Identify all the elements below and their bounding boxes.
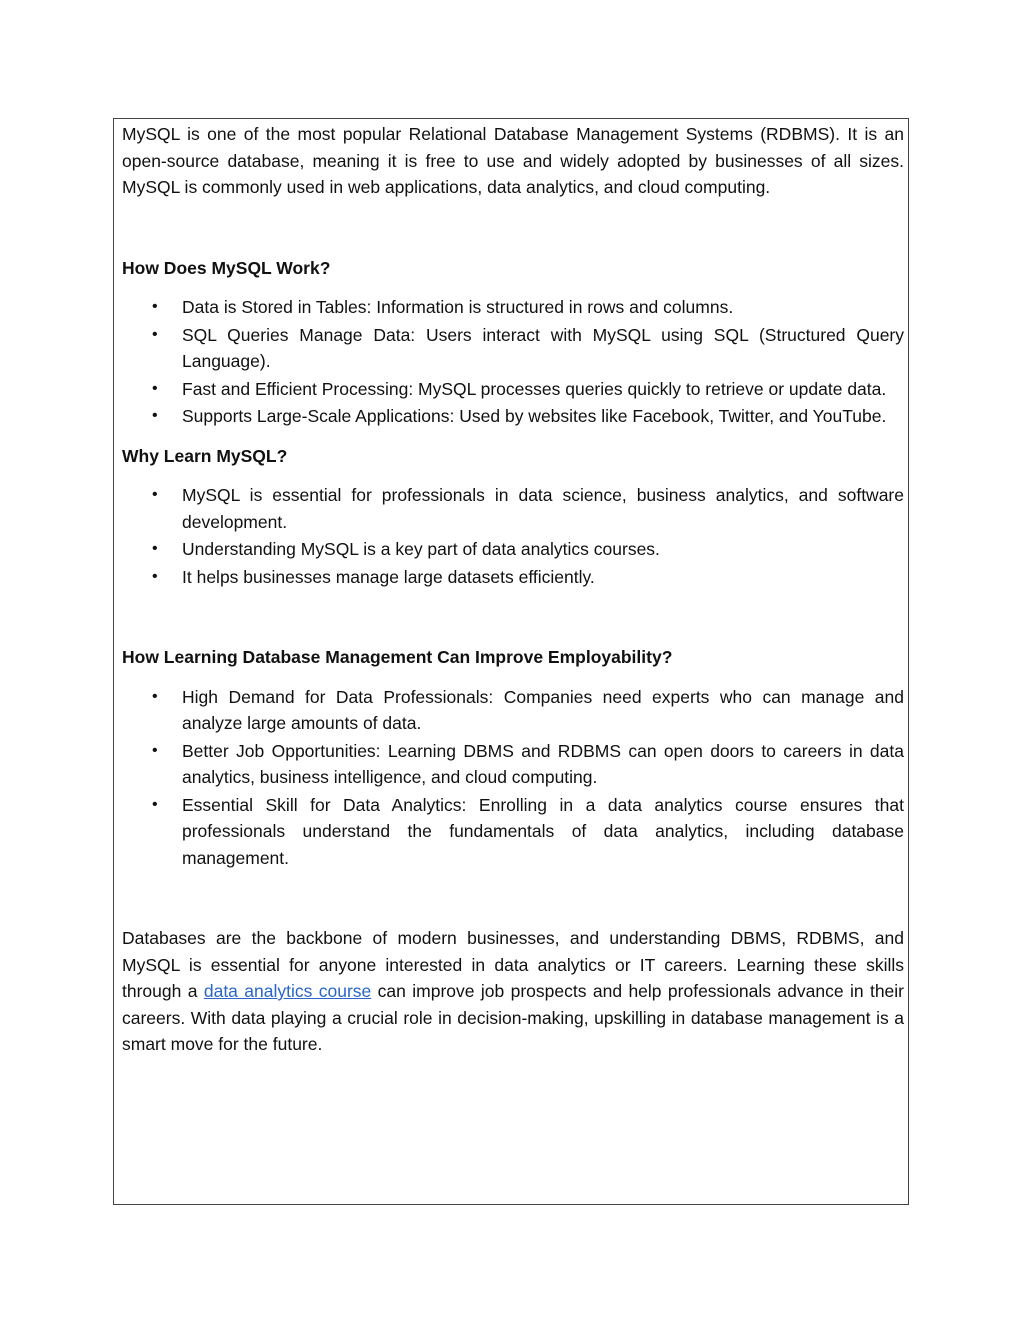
- list-item: [122, 536, 904, 563]
- list-item: [122, 684, 904, 737]
- list-why-learn-mysql: [122, 482, 904, 590]
- conclusion-paragraph: [122, 925, 904, 1058]
- list-item-text: Fast and Efficient Processing: MySQL processes queries quickly to retrieve or update data.: [182, 378, 887, 399]
- list-item: [122, 792, 904, 872]
- list-item-text: SQL Queries Manage Data: Users interact with MySQL using SQL (Structured Query Language).: [182, 324, 904, 371]
- list-employability: [122, 684, 904, 872]
- bullet-icon: •: [152, 379, 158, 397]
- intro-paragraph: MySQL is one of the most popular Relational Database Management Systems (RDBMS). It is an open-source database, meaning it is free to use and widely adopted by businesses of all sizes. MySQL is commonly used in web applications, data analytics, and cloud computing.: [122, 124, 904, 197]
- bullet-icon: •: [152, 540, 158, 557]
- list-item: [122, 376, 904, 403]
- page-frame: [113, 118, 909, 1205]
- bullet-icon: •: [152, 741, 158, 759]
- conclusion-text-after-link: can improve job prospects and help professionals advance in their careers. With data playing a crucial role in decision-making, upskilling in database management is a smart move for the future.: [122, 981, 904, 1054]
- list-item: [122, 294, 904, 321]
- list-item-text: It helps businesses manage large datasets efficiently.: [182, 566, 595, 587]
- list-item-text: Understanding MySQL is a key part of data analytics courses.: [182, 539, 660, 559]
- list-item-text: Supports Large-Scale Applications: Used by websites like Facebook, Twitter, and YouTube.: [182, 406, 887, 426]
- document-content: [122, 121, 904, 1058]
- bullet-icon: •: [152, 567, 158, 585]
- section-heading-employability: How Learning Database Management Can Improve Employability?: [122, 647, 673, 667]
- bullet-icon: •: [152, 298, 158, 315]
- list-item: [122, 403, 904, 430]
- list-item-text: MySQL is essential for professionals in data science, business analytics, and software development.: [182, 485, 904, 532]
- bullet-icon: •: [152, 407, 158, 424]
- bullet-icon: •: [152, 795, 158, 813]
- bullet-icon: •: [152, 325, 158, 343]
- list-item-text: Essential Skill for Data Analytics: Enrolling in a data analytics course ensures that professionals understand the fundamentals of data analytics, including database management.: [182, 794, 904, 868]
- list-item-text: Better Job Opportunities: Learning DBMS and RDBMS can open doors to careers in data analytics, business intelligence, and cloud computing.: [182, 740, 904, 787]
- list-item-text: Data is Stored in Tables: Information is structured in rows and columns.: [182, 297, 734, 317]
- list-item: [122, 482, 904, 535]
- list-item: [122, 738, 904, 791]
- bullet-icon: •: [152, 486, 158, 503]
- bullet-icon: •: [152, 687, 158, 705]
- list-item-text: High Demand for Data Professionals: Companies need experts who can manage and analyze large amounts of data.: [182, 686, 904, 733]
- data-analytics-course-link[interactable]: data analytics course: [203, 981, 372, 1001]
- list-item: [122, 322, 904, 375]
- list-how-mysql-works: [122, 294, 904, 430]
- section-heading-how-mysql-works: How Does MySQL Work?: [122, 257, 331, 278]
- list-item: [122, 564, 904, 591]
- section-heading-why-learn-mysql: Why Learn MySQL?: [122, 445, 288, 466]
- conclusion-text-before-link: Databases are the backbone of modern businesses, and understanding DBMS, RDBMS, and MySQL is essential for anyone interested in data analytics or IT careers. Learning these skills through a: [122, 928, 904, 1001]
